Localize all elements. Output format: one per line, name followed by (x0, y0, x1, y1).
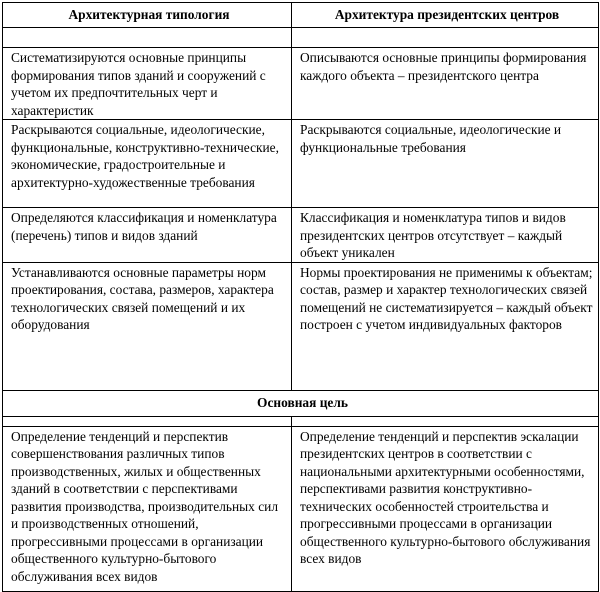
spacer-row (3, 416, 599, 426)
empty-cell (3, 416, 292, 426)
empty-cell (292, 416, 599, 426)
table-cell-right: Классификация и номенклатура типов и видов президентских центров отсутствует – каждый объект уникален (292, 208, 599, 263)
comparison-table (2, 2, 599, 592)
goal-title: Основная цель (3, 390, 599, 416)
table-cell-right: Раскрываются социальные, идеологические и функциональные требования (292, 120, 599, 208)
table-cell-left: Раскрываются социальные, идеологические, функциональные, конструктивно-технические, экономические, градостроительные и архитектурно-художественные требования (3, 120, 292, 208)
header-left: Архитектурная типология (3, 3, 292, 28)
header-right: Архитектура президентских центров (292, 3, 599, 28)
goal-title-row (3, 390, 599, 416)
table-cell-left: Систематизируются основные принципы формирования типов зданий и сооружений с учетом их предпочтительных черт и характеристик (3, 48, 292, 120)
goal-cell-left: Определение тенденций и перспектив совершенствования различных типов производственных, жилых и общественных зданий в соответствии с перспективами развития производства, производительных сил и производственных отношений, прогрессивными процессами в организации общественного культурно-бытового обслуживания всех видов (3, 426, 292, 591)
empty-cell (292, 28, 599, 48)
table-cell-right: Нормы проектирования не применимы к объектам; состав, размер и характер технологических связей помещений не систематизируется – каждый объект построен с учетом индивидуальных факторов (292, 262, 599, 390)
spacer-row (3, 28, 599, 48)
table-cell-left: Устанавливаются основные параметры норм проектирования, состава, размеров, характера технологических связей помещений и их оборудования (3, 262, 292, 390)
table-row (3, 120, 599, 208)
empty-cell (3, 28, 292, 48)
table-cell-left: Определяются классификация и номенклатура (перечень) типов и видов зданий (3, 208, 292, 263)
table-row (3, 208, 599, 263)
table-row (3, 262, 599, 390)
goal-cell-right: Определение тенденций и перспектив эскалации президентских центров в соответствии с национальными архитектурными особенностями, перспективами развития конструктивно-технических особенностей строительства и прогрессивными процессами в организации общественного культурно-бытового обслуживания всех видов (292, 426, 599, 591)
table-row (3, 48, 599, 120)
table-cell-right: Описываются основные принципы формирования каждого объекта – президентского центра (292, 48, 599, 120)
goal-row (3, 426, 599, 591)
header-row (3, 3, 599, 28)
